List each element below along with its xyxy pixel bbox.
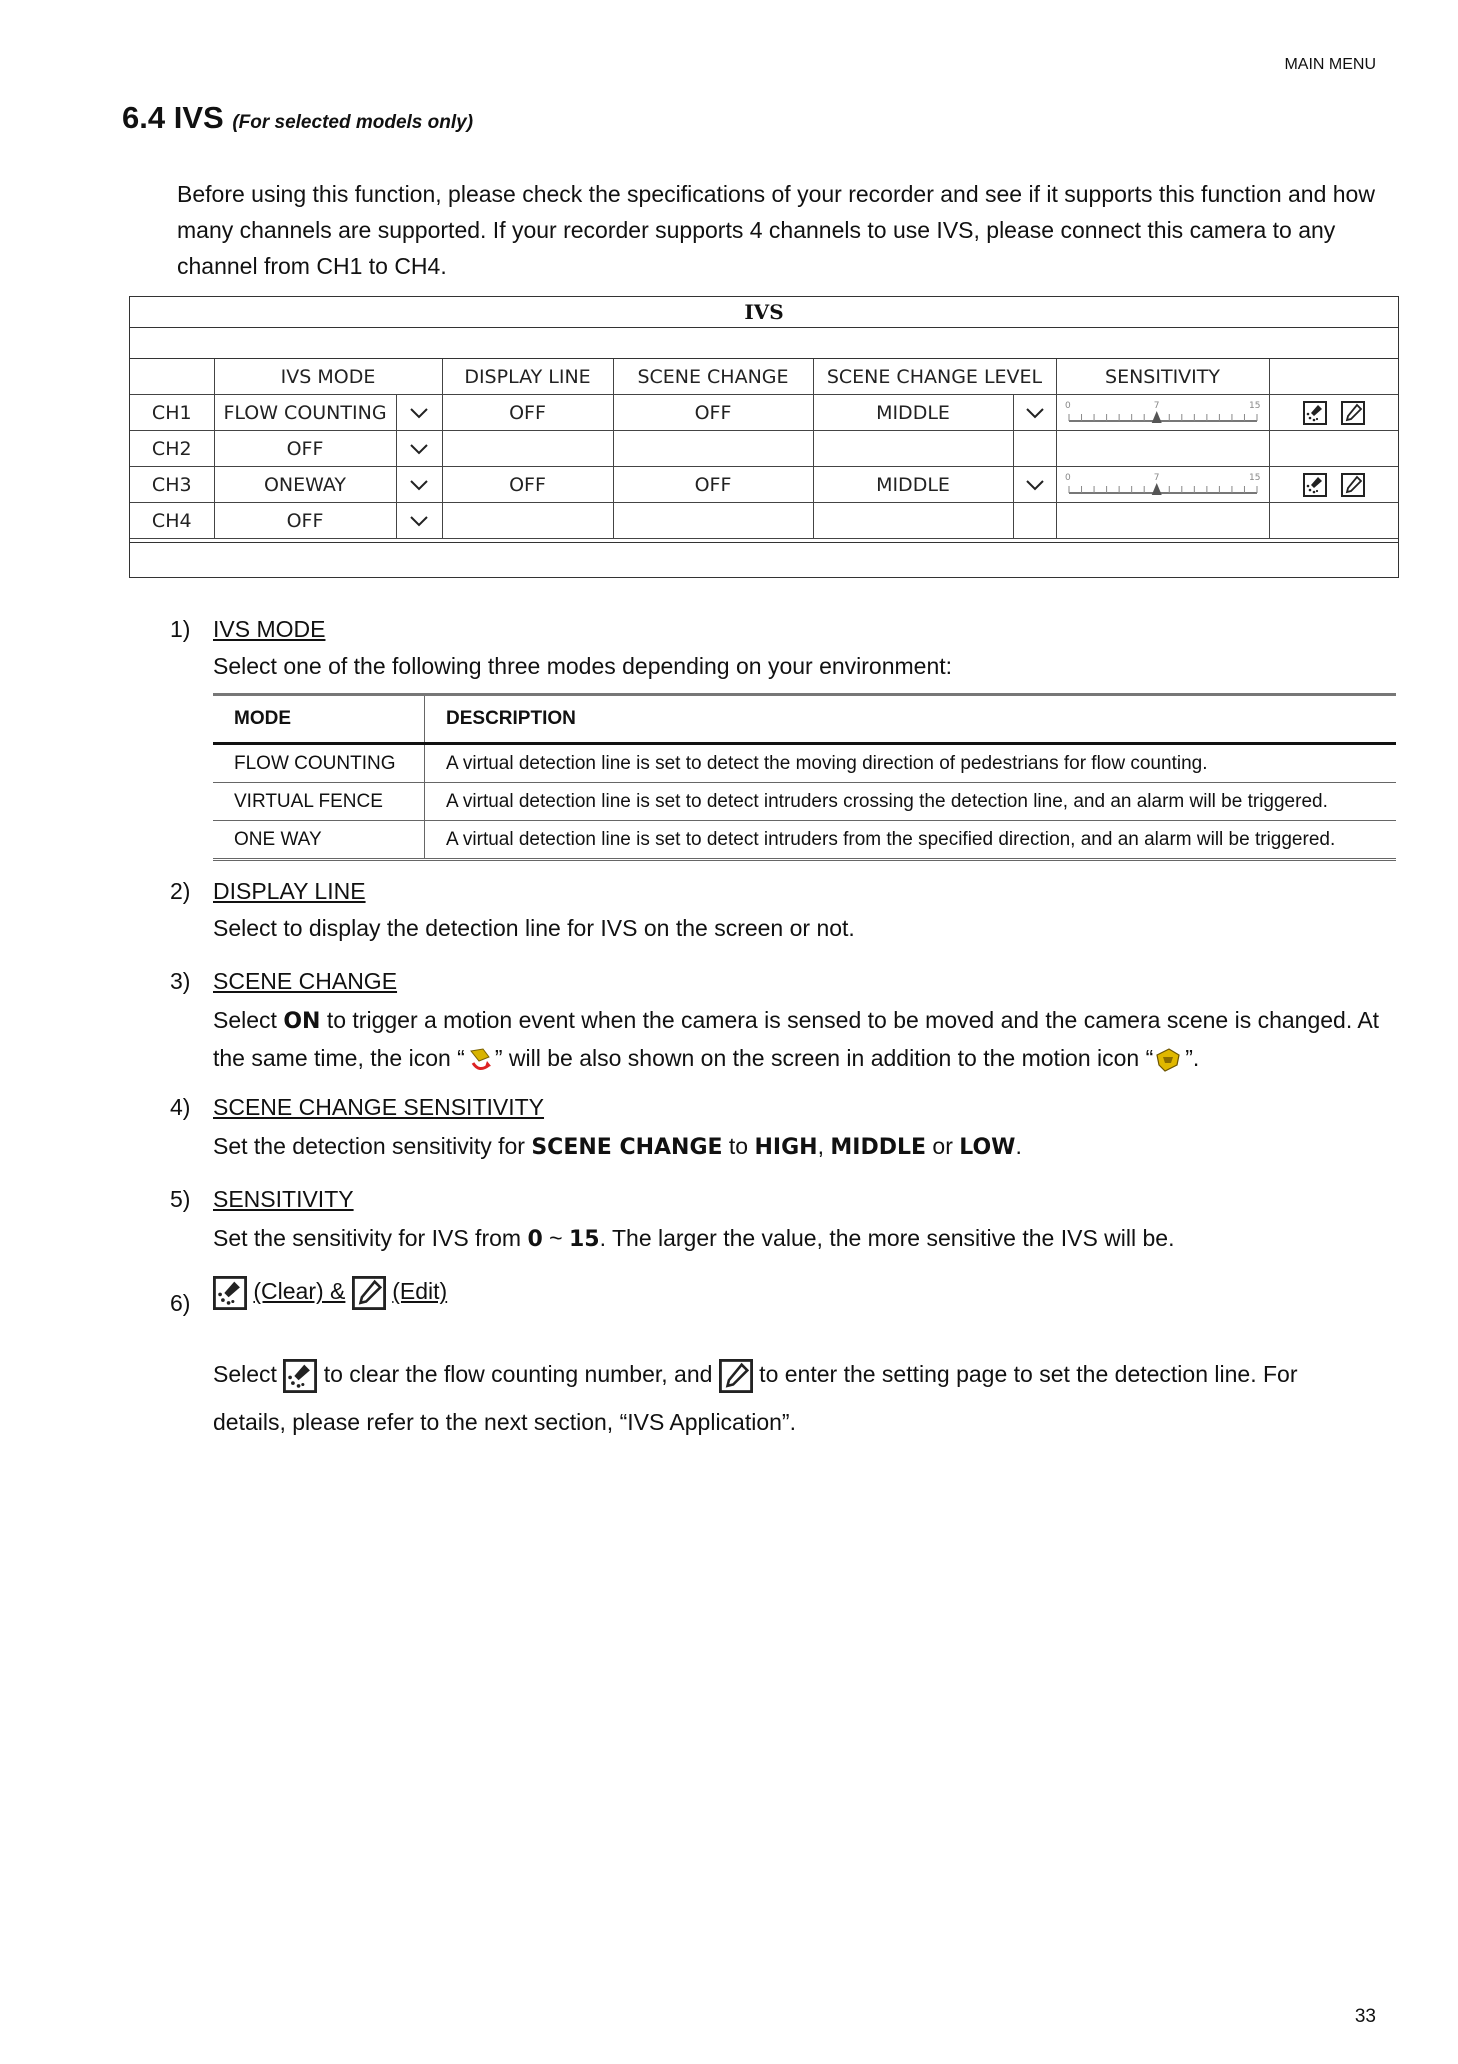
modes-table-row bbox=[213, 783, 1396, 821]
header-ivs-mode: IVS MODE bbox=[214, 359, 442, 395]
ivs-mode-dropdown[interactable] bbox=[396, 431, 442, 467]
ivs-panel-blank-row bbox=[130, 328, 1398, 359]
ivs-mode-dropdown[interactable] bbox=[396, 395, 442, 431]
header-scene-change-level: SCENE CHANGE LEVEL bbox=[813, 359, 1056, 395]
bold-term: ON bbox=[283, 1009, 321, 1034]
text-run: to bbox=[722, 1133, 755, 1159]
text-run: Set the detection sensitivity for bbox=[213, 1133, 532, 1159]
item-title-ivs-mode: IVS MODE bbox=[213, 616, 326, 642]
text-run: Set the sensitivity for IVS from bbox=[213, 1225, 528, 1251]
modes-table-row bbox=[213, 744, 1396, 783]
sensitivity-cell bbox=[1056, 503, 1269, 539]
ivs-row-ch4 bbox=[130, 503, 1398, 539]
chevron-down-icon bbox=[1025, 406, 1045, 420]
ivs-mode-select[interactable]: FLOW COUNTING bbox=[214, 395, 396, 431]
slider-mid-label: 7 bbox=[1153, 400, 1159, 411]
ivs-mode-dropdown[interactable] bbox=[396, 503, 442, 539]
section-title-main: 6.4 IVS bbox=[122, 100, 224, 135]
actions-cell bbox=[1269, 467, 1398, 503]
slider-mid-label: 7 bbox=[1153, 472, 1159, 483]
actions-cell bbox=[1269, 395, 1398, 431]
slider-ticks bbox=[1069, 486, 1257, 493]
ivs-channel-table bbox=[130, 359, 1398, 539]
item-title-scene-change-sensitivity: SCENE CHANGE SENSITIVITY bbox=[213, 1094, 545, 1120]
text-run: details, please refer to the next section, “IVS Application”. bbox=[213, 1409, 796, 1435]
item-number: 1) bbox=[170, 616, 191, 642]
item-text-sensitivity bbox=[213, 1220, 1393, 1258]
scene-change-level-dropdown[interactable] bbox=[1013, 395, 1056, 431]
ivs-mode-select[interactable]: OFF bbox=[214, 503, 396, 539]
slider-max-label: 15 bbox=[1248, 472, 1260, 483]
empty-cell bbox=[1013, 431, 1056, 467]
mode-description: A virtual detection line is set to detect the moving direction of pedestrians for flow counting. bbox=[425, 744, 1397, 783]
ivs-mode-dropdown[interactable] bbox=[396, 467, 442, 503]
channel-label: CH4 bbox=[130, 503, 214, 539]
chevron-down-icon bbox=[409, 442, 429, 456]
clear-icon bbox=[283, 1359, 317, 1393]
modes-table-row bbox=[213, 821, 1396, 860]
motion-icon bbox=[1153, 1047, 1185, 1073]
channel-label: CH2 bbox=[130, 431, 214, 467]
item-number: 2) bbox=[170, 878, 191, 904]
scene-change-level-select[interactable]: MIDDLE bbox=[813, 467, 1013, 503]
header-scene-change: SCENE CHANGE bbox=[613, 359, 813, 395]
item-title-sensitivity: SENSITIVITY bbox=[213, 1186, 354, 1212]
page-number: 33 bbox=[1354, 2006, 1376, 2027]
item-text-scene-change bbox=[213, 1002, 1393, 1076]
text-run: ” will be also shown on the screen in addition to the motion icon “ bbox=[494, 1045, 1154, 1071]
text-run: ~ bbox=[542, 1225, 569, 1251]
scene-change-level-cell bbox=[813, 431, 1013, 467]
modes-header-mode: MODE bbox=[213, 695, 425, 744]
item-text-display-line: Select to display the detection line for IVS on the screen or not. bbox=[213, 915, 855, 941]
actions-cell bbox=[1269, 503, 1398, 539]
text-run: , bbox=[817, 1133, 831, 1159]
edit-icon bbox=[352, 1276, 386, 1310]
clear-icon[interactable] bbox=[1303, 473, 1327, 497]
text-run: ”. bbox=[1185, 1045, 1200, 1071]
mode-description: A virtual detection line is set to detect intruders from the specified direction, and an alarm will be triggered. bbox=[425, 821, 1397, 860]
chevron-down-icon bbox=[409, 514, 429, 528]
item-title-edit: (Edit) bbox=[392, 1278, 448, 1305]
section-title bbox=[122, 100, 473, 136]
slider-ticks bbox=[1069, 414, 1257, 421]
edit-icon[interactable] bbox=[1341, 473, 1365, 497]
section-title-subtitle: (For selected models only) bbox=[232, 112, 474, 133]
channel-label: CH3 bbox=[130, 467, 214, 503]
text-run: Select bbox=[213, 1361, 284, 1387]
channel-label: CH1 bbox=[130, 395, 214, 431]
item-title-scene-change: SCENE CHANGE bbox=[213, 968, 398, 994]
bold-term: SCENE CHANGE bbox=[531, 1135, 723, 1160]
bold-term: HIGH bbox=[754, 1135, 818, 1160]
ivs-mode-select[interactable]: OFF bbox=[214, 431, 396, 467]
ivs-row-ch3 bbox=[130, 467, 1398, 503]
slider-thumb[interactable] bbox=[1151, 483, 1161, 495]
ivs-settings-panel bbox=[129, 296, 1399, 578]
item-title-clear: (Clear) & bbox=[253, 1278, 346, 1305]
text-run: . The larger the value, the more sensitive the IVS will be. bbox=[599, 1225, 1175, 1251]
item-number: 6) bbox=[170, 1290, 191, 1316]
chevron-down-icon bbox=[409, 406, 429, 420]
bold-term: LOW bbox=[959, 1135, 1016, 1160]
item-title-clear-edit bbox=[213, 1276, 447, 1310]
display-line-select[interactable]: OFF bbox=[442, 467, 613, 503]
sensitivity-cell bbox=[1056, 431, 1269, 467]
mode-name: ONE WAY bbox=[213, 821, 425, 860]
scene-change-select[interactable]: OFF bbox=[613, 395, 813, 431]
header-display-line: DISPLAY LINE bbox=[442, 359, 613, 395]
actions-cell bbox=[1269, 431, 1398, 467]
mode-name: VIRTUAL FENCE bbox=[213, 783, 425, 821]
scene-change-level-select[interactable]: MIDDLE bbox=[813, 395, 1013, 431]
modes-table-header bbox=[213, 695, 1396, 744]
text-run: or bbox=[926, 1133, 960, 1159]
scene-change-select[interactable]: OFF bbox=[613, 467, 813, 503]
item-title-display-line: DISPLAY LINE bbox=[213, 878, 366, 904]
item-text-ivs-mode: Select one of the following three modes depending on your environment: bbox=[213, 653, 953, 679]
item-text-scene-change-sensitivity bbox=[213, 1128, 1393, 1166]
sensitivity-cell bbox=[1056, 467, 1269, 503]
empty-cell bbox=[1013, 503, 1056, 539]
modes-header-description: DESCRIPTION bbox=[425, 695, 1397, 744]
ivs-mode-select[interactable]: ONEWAY bbox=[214, 467, 396, 503]
scene-change-cell bbox=[613, 503, 813, 539]
text-run: Select bbox=[213, 1007, 284, 1033]
scene-change-icon bbox=[465, 1047, 495, 1073]
text-run: to enter the setting page to set the detection line. For bbox=[752, 1361, 1298, 1387]
clear-icon bbox=[213, 1276, 247, 1310]
item-text-clear-edit bbox=[213, 1350, 1393, 1446]
chevron-down-icon bbox=[409, 478, 429, 492]
text-run: to trigger a motion event when the camera is sensed to be moved and the camera scene is changed. At the same time, the icon “ bbox=[213, 1007, 1380, 1071]
bold-term: 0 bbox=[527, 1227, 543, 1252]
slider-min-label: 0 bbox=[1064, 400, 1071, 411]
mode-description: A virtual detection line is set to detect intruders crossing the detection line, and an alarm will be triggered. bbox=[425, 783, 1397, 821]
item-number: 5) bbox=[170, 1186, 191, 1212]
slider-min-label: 0 bbox=[1064, 472, 1071, 483]
item-number: 3) bbox=[170, 968, 191, 994]
ivs-panel-heading: IVS bbox=[130, 297, 1398, 328]
edit-icon bbox=[719, 1359, 753, 1393]
display-line-cell bbox=[442, 431, 613, 467]
scene-change-level-cell bbox=[813, 503, 1013, 539]
chevron-down-icon bbox=[1025, 478, 1045, 492]
bold-term: 15 bbox=[568, 1227, 600, 1252]
ivs-row-ch2 bbox=[130, 431, 1398, 467]
text-run: to clear the flow counting number, and bbox=[317, 1361, 719, 1387]
header-sensitivity: SENSITIVITY bbox=[1056, 359, 1269, 395]
intro-paragraph: Before using this function, please check the specifications of your recorder and see if it supports this function and how many channels are supported. If your recorder supports 4 channels to use IVS, please connect this camera to any channel from CH1 to CH4. bbox=[177, 181, 1375, 279]
sensitivity-slider[interactable] bbox=[1063, 399, 1263, 427]
header-cell-actions bbox=[1269, 359, 1398, 395]
ivs-table-header bbox=[130, 359, 1398, 395]
scene-change-cell bbox=[613, 431, 813, 467]
sensitivity-slider[interactable] bbox=[1063, 471, 1263, 499]
mode-name: FLOW COUNTING bbox=[213, 744, 425, 783]
page-header-label: MAIN MENU bbox=[1284, 56, 1376, 73]
sensitivity-cell bbox=[1056, 395, 1269, 431]
slider-thumb[interactable] bbox=[1151, 411, 1161, 423]
header-cell-channel bbox=[130, 359, 214, 395]
text-run: . bbox=[1015, 1133, 1022, 1159]
slider-max-label: 15 bbox=[1248, 400, 1260, 411]
ivs-panel-footer bbox=[130, 542, 1398, 577]
bold-term: MIDDLE bbox=[830, 1135, 927, 1160]
item-number: 4) bbox=[170, 1094, 191, 1120]
scene-change-level-dropdown[interactable] bbox=[1013, 467, 1056, 503]
display-line-cell bbox=[442, 503, 613, 539]
modes-table bbox=[213, 693, 1396, 861]
clear-icon[interactable] bbox=[1303, 401, 1327, 425]
edit-icon[interactable] bbox=[1341, 401, 1365, 425]
ivs-row-ch1 bbox=[130, 395, 1398, 431]
display-line-select[interactable]: OFF bbox=[442, 395, 613, 431]
